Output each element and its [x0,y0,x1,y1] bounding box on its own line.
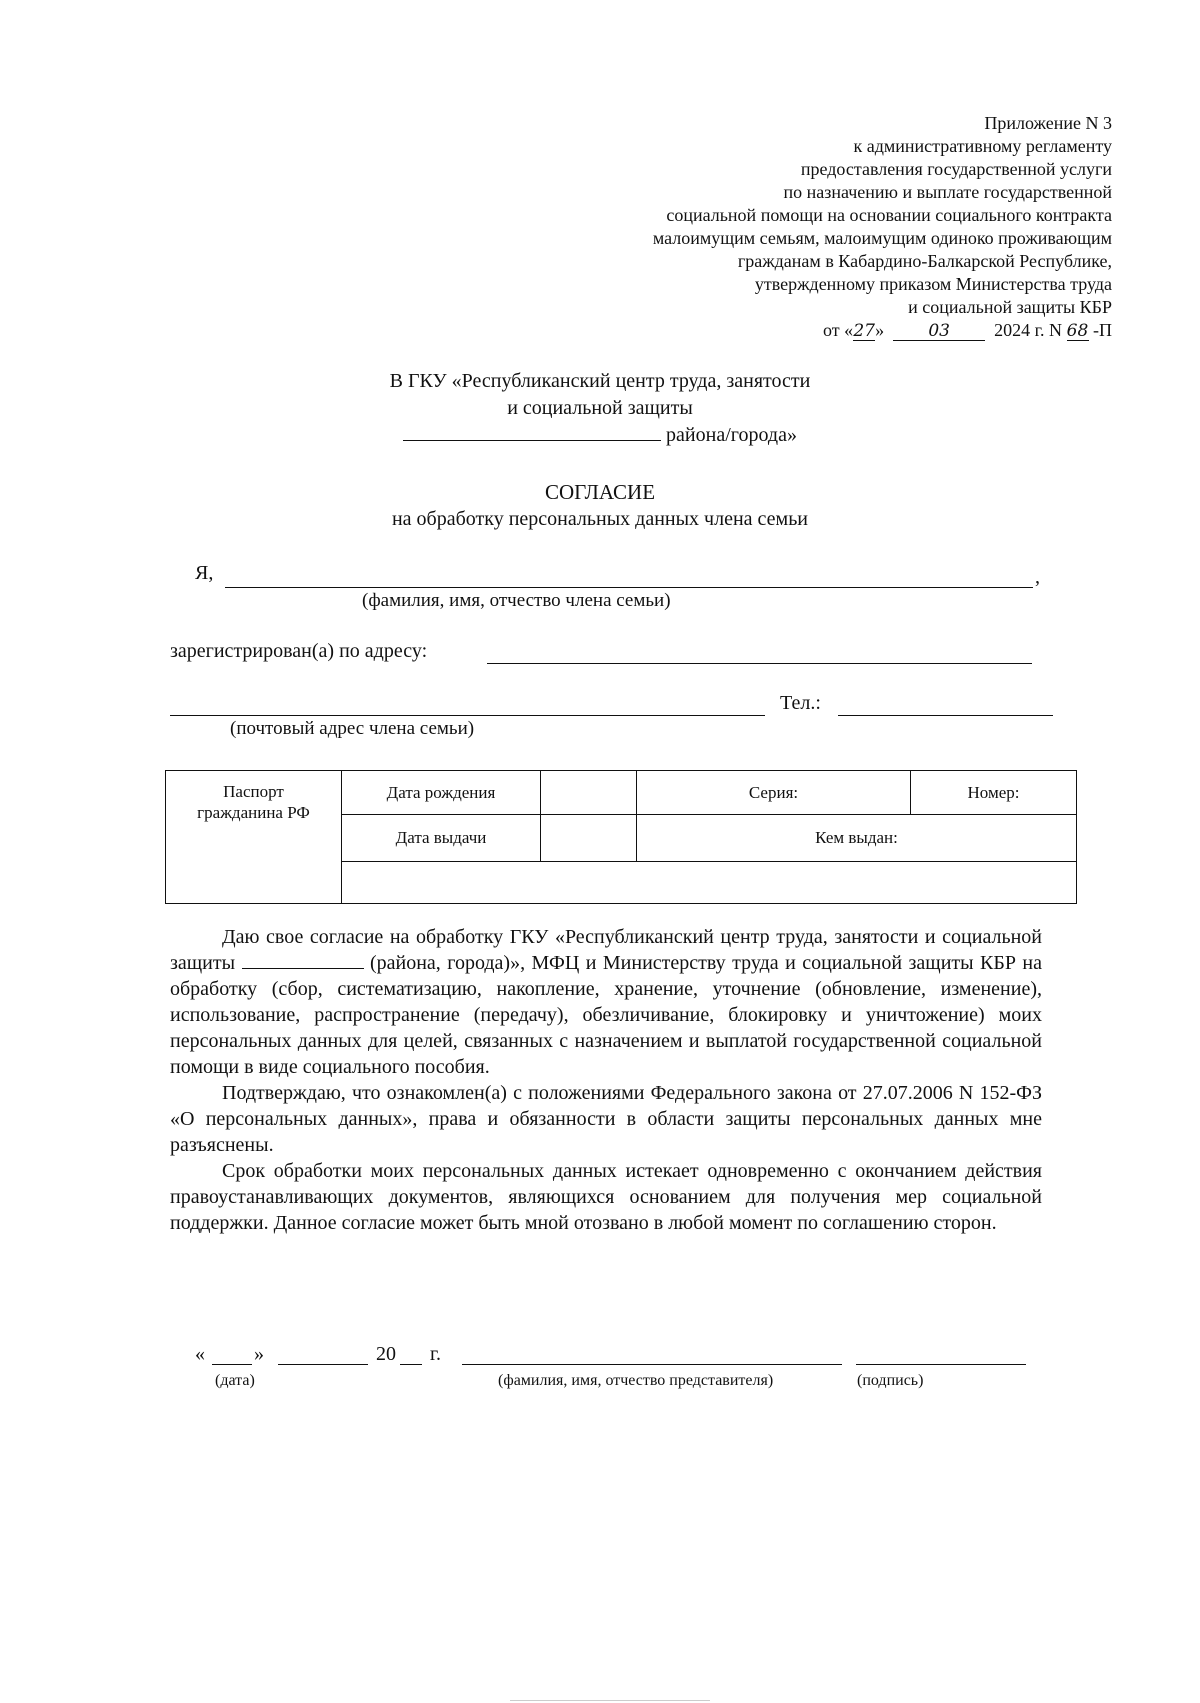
appendix-line: утвержденному приказом Министерства труда [754,274,1112,294]
signature-field[interactable] [856,1364,1026,1365]
document-subtitle: на обработку персональных данных члена семьи [391,508,809,530]
year-suffix: г. [430,1343,441,1365]
issued-by-label: Кем выдан: [637,815,1077,861]
addressee-line-1: В ГКУ «Республиканский центр труда, занятости [389,370,811,392]
address-label: зарегистрирован(а) по адресу: [170,640,428,662]
name-caption: (фамилия, имя, отчество члена семьи) [362,590,671,611]
appendix-line: социальной помощи на основании социального контракта [666,205,1112,225]
district-blank[interactable] [403,422,661,441]
issued-by-input[interactable] [342,861,1077,903]
appendix-line: к административному регламенту [853,136,1112,156]
number-label: Номер: [911,771,1077,815]
birth-date-input[interactable] [541,771,637,815]
address-field[interactable] [487,663,1032,664]
name-prefix: Я, [195,562,214,584]
passport-table [165,770,1077,904]
phone-field[interactable] [838,715,1053,716]
order-month: 03 [893,322,985,341]
appendix-header [653,112,1112,342]
year-prefix: 20 [376,1343,396,1365]
birth-date-label: Дата рождения [342,771,541,815]
issue-date-input[interactable] [541,815,637,861]
date-open-quote: « [195,1343,205,1365]
consent-paragraph-2: Подтверждаю, что ознакомлен(а) с положениями Федерального закона от 27.07.2006 N 152-ФЗ «О персональных данных», права и обязанности в области защиты персональных данных мне разъяснены. [170,1082,1042,1156]
member-name-field[interactable] [225,587,1033,588]
issue-date-label: Дата выдачи [342,815,541,861]
appendix-line: малоимущим семьям, малоимущим одиноко проживающим [652,228,1112,248]
signature-caption: (подпись) [857,1372,924,1389]
passport-label-cell [166,771,342,904]
appendix-line: и социальной защиты КБР [908,297,1112,317]
consent-paragraph-3: Срок обработки моих персональных данных истекает одновременно с окончанием действия правоустанавливающих документов, являющихся основанием для получения мер социальной поддержки. Данное согласие может быть мной отозвано в любой момент по соглашению сторон. [170,1160,1042,1234]
order-number: 68 [1066,321,1089,341]
district-blank-inline[interactable] [242,950,364,969]
addressee-line-3: района/города» [0,422,1200,449]
series-label: Серия: [637,771,911,815]
address-caption: (почтовый адрес члена семьи) [230,718,475,739]
date-month-field[interactable] [278,1364,368,1365]
passport-label-2: гражданина РФ [197,803,310,822]
appendix-line: Приложение N 3 [984,113,1112,133]
date-close-quote: » [254,1343,264,1365]
appendix-line: гражданам в Кабардино-Балкарской Республике, [737,251,1112,271]
phone-label: Тел.: [780,692,821,714]
order-date-line: от «27» 03 2024 г. N 68 -П [823,320,1112,341]
passport-label: Паспорт [223,782,284,801]
date-caption: (дата) [215,1372,255,1389]
document-title: СОГЛАСИЕ [544,480,656,504]
date-day-field[interactable] [212,1364,252,1365]
year-field[interactable] [400,1364,422,1365]
addressee-block [0,368,1200,449]
address-field-line-2[interactable] [170,715,765,716]
representative-name-field[interactable] [462,1364,842,1365]
consent-body [170,924,1042,1236]
representative-name-caption: (фамилия, имя, отчество представителя) [498,1372,774,1389]
consent-paragraph-1: Даю свое согласие на обработку ГКУ «Республиканский центр труда, занятости и социальной защиты (района, города)», МФЦ и Министерству труда и социальной защиты КБР на обработку (сбор, систематизацию, накопление, хранение, уточнение (обновление, изменение), использование, распространение (передачу), обезличивание, блокировку и уничтожение) моих персональных данных для целей, связанных с назначением и выплатой государственной социальной помощи в виде социального пособия. [170,926,1042,1078]
order-day: 27 [853,321,875,341]
scan-artifact-line [510,1700,710,1701]
name-comma: , [1035,566,1040,588]
appendix-line: предоставления государственной услуги [800,159,1112,179]
addressee-line-2: и социальной защиты [507,397,693,419]
appendix-line: по назначению и выплате государственной [783,182,1112,202]
